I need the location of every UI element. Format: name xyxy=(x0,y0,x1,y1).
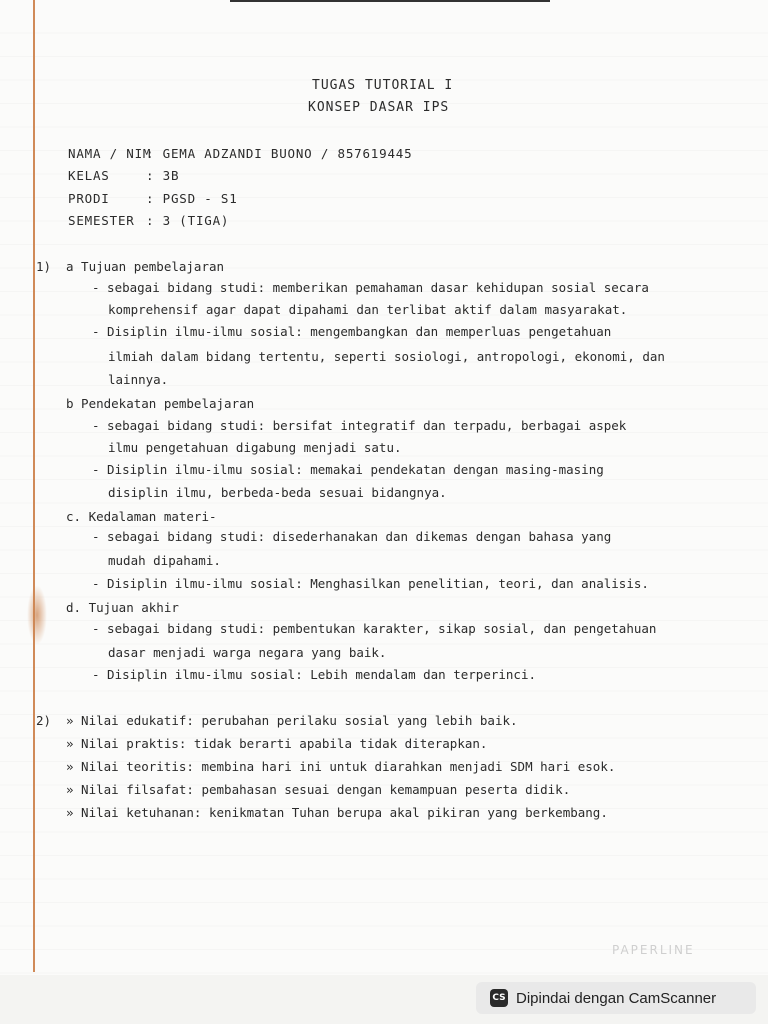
section-c-point-1-cont: mudah dipahami. xyxy=(108,553,221,568)
section-c-point-2: - Disiplin ilmu-ilmu sosial: Menghasilkan penelitian, teori, dan analisis. xyxy=(92,576,649,591)
value-item-1: » Nilai edukatif: perubahan perilaku sosial yang lebih baik. xyxy=(66,713,518,728)
section-d-heading: d. Tujuan akhir xyxy=(66,600,179,615)
title-line-1: TUGAS TUTORIAL I xyxy=(312,78,454,93)
section-a-point-1-cont: komprehensif agar dapat dipahami dan terlibat aktif dalam masyarakat. xyxy=(108,302,628,317)
value-item-5: » Nilai ketuhanan: kenikmatan Tuhan berupa akal pikiran yang berkembang. xyxy=(66,805,608,820)
value-item-4: » Nilai filsafat: pembahasan sesuai dengan kemampuan peserta didik. xyxy=(66,782,571,797)
value-item-2: » Nilai praktis: tidak berarti apabila tidak diterapkan. xyxy=(66,736,488,751)
section-b-heading: b Pendekatan pembelajaran xyxy=(66,396,255,411)
title-line-2: KONSEP DASAR IPS xyxy=(308,100,450,115)
identity-label-name: NAMA / NIM xyxy=(68,146,152,161)
section-d-point-1-cont: dasar menjadi warga negara yang baik. xyxy=(108,645,387,660)
paper-stain xyxy=(27,585,47,645)
question-1-number: 1) xyxy=(36,259,52,274)
section-c-point-1: - sebagai bidang studi: disederhanakan dan dikemas dengan bahasa yang xyxy=(92,529,612,544)
section-a-point-1: - sebagai bidang studi: memberikan pemahaman dasar kehidupan sosial secara xyxy=(92,280,649,295)
camscanner-logo-icon: CS xyxy=(490,989,508,1007)
top-edge-bar xyxy=(230,0,550,2)
identity-label-prodi: PRODI xyxy=(68,191,110,206)
section-c-heading: c. Kedalaman materi- xyxy=(66,509,217,524)
camscanner-badge xyxy=(476,982,756,1014)
section-b-point-2-cont: disiplin ilmu, berbeda-beda sesuai bidangnya. xyxy=(108,485,447,500)
section-d-point-2: - Disiplin ilmu-ilmu sosial: Lebih mendalam dan terperinci. xyxy=(92,667,537,682)
section-b-point-1: - sebagai bidang studi: bersifat integratif dan terpadu, berbagai aspek xyxy=(92,418,627,433)
value-item-3: » Nilai teoritis: membina hari ini untuk diarahkan menjadi SDM hari esok. xyxy=(66,759,616,774)
section-b-point-2: - Disiplin ilmu-ilmu sosial: memakai pendekatan dengan masing-masing xyxy=(92,462,604,477)
section-d-point-1: - sebagai bidang studi: pembentukan karakter, sikap sosial, dan pengetahuan xyxy=(92,621,657,636)
camscanner-text: Dipindai dengan CamScanner xyxy=(516,989,717,1007)
question-2-number: 2) xyxy=(36,713,52,728)
margin-line xyxy=(33,0,35,972)
section-a-point-2: - Disiplin ilmu-ilmu sosial: mengembangkan dan memperluas pengetahuan xyxy=(92,324,612,339)
section-a-heading: a Tujuan pembelajaran xyxy=(66,259,225,274)
identity-label-class: KELAS xyxy=(68,168,110,183)
section-a-point-2-end: lainnya. xyxy=(108,372,169,387)
identity-value-prodi: : PGSD - S1 xyxy=(146,191,238,206)
paperline-watermark: PAPERLINE xyxy=(612,943,695,957)
identity-value-class: : 3B xyxy=(146,168,180,183)
section-b-point-1-cont: ilmu pengetahuan digabung menjadi satu. xyxy=(108,440,402,455)
section-a-point-2-cont: ilmiah dalam bidang tertentu, seperti sosiologi, antropologi, ekonomi, dan xyxy=(108,349,665,364)
identity-label-semester: SEMESTER xyxy=(68,213,135,228)
identity-value-semester: : 3 (TIGA) xyxy=(146,213,230,228)
identity-value-name: : GEMA ADZANDI BUONO / 857619445 xyxy=(146,146,413,161)
